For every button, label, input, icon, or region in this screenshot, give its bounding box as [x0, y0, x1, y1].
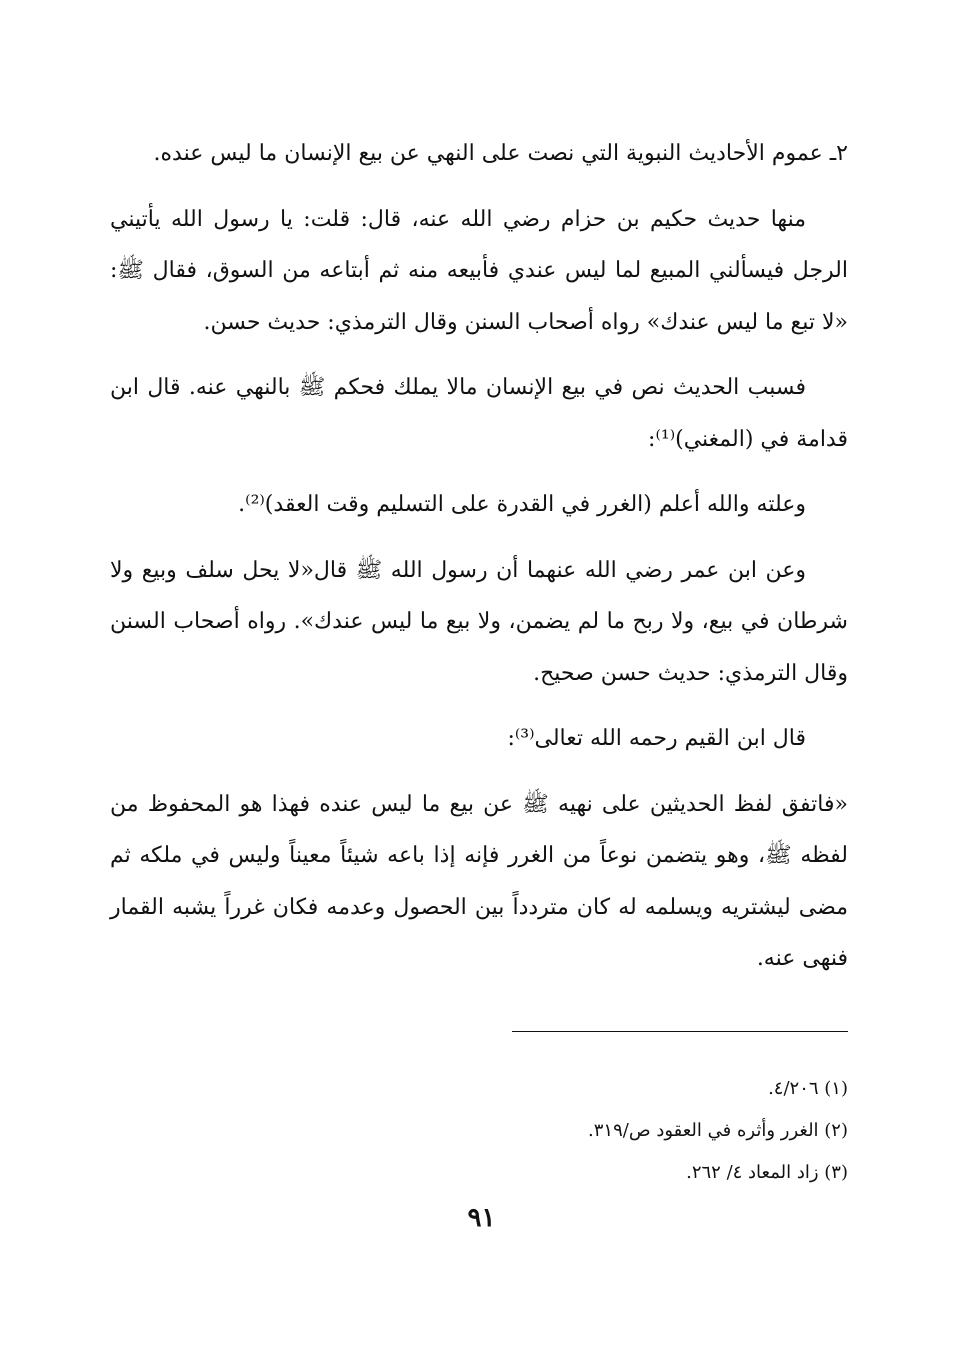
paragraph-ibn-umar-hadith: وعن ابن عمر رضي الله عنهما أن رسول الله ﷺ قال«لا يحل سلف وبيع ولا شرطان في بيع، ولا ربح ما لم يضمن، ولا بيع ما ليس عندك». رواه أصحاب السنن وقال الترمذي: حديث حسن صحيح. — [110, 557, 848, 686]
main-text — [110, 128, 848, 999]
paragraph-ibn-qayyim-quote: «فاتفق لفظ الحديثين على نهيه ﷺ عن بيع ما ليس عنده فهذا هو المحفوظ من لفظه ﷺ، وهو يتضمن نوعاً من الغرر فإنه إذا باعه شيئاً معيناً وليس في ملكه ثم مضى ليشتريه ويسلمه له كان متردداً بين الحصول وعدمه فكان غرراً يشبه القمار فنهى عنه. — [110, 791, 848, 971]
footnote-divider — [512, 1031, 848, 1032]
footnote-2: (٢) الغرر وأثره في العقود ص/٣١٩. — [588, 1120, 848, 1141]
footnote-1: (١) ٤/٢٠٦. — [768, 1078, 848, 1099]
paragraph-ibn-qayyim-intro: قال ابن القيم رحمه الله تعالى⁽³⁾: — [507, 726, 806, 751]
footnotes — [110, 1068, 848, 1194]
page-number: ٩١ — [467, 1203, 496, 1233]
footnote-3: (٣) زاد المعاد ٤/ ٢٦٢. — [686, 1162, 848, 1183]
paragraph-cause: وعلته والله أعلم (الغرر في القدرة على التسليم وقت العقد)⁽²⁾. — [238, 492, 806, 517]
paragraph-reason: فسبب الحديث نص في بيع الإنسان مالا يملك فحكم ﷺ بالنهي عنه. قال ابن قدامة في (المغني)⁽¹⁾: — [110, 375, 848, 452]
paragraph-point-2: ٢ـ عموم الأحاديث النبوية التي نصت على النهي عن بيع الإنسان ما ليس عنده. — [153, 141, 848, 166]
paragraph-hakim-hadith: منها حديث حكيم بن حزام رضي الله عنه، قال: قلت: يا رسول الله يأتيني الرجل فيسألني المبيع لما ليس عندي فأبيعه منه ثم أبتاعه من السوق، فقال ﷺ: «لا تبع ما ليس عندك» رواه أصحاب السنن وقال الترمذي: حديث حسن. — [110, 206, 848, 335]
